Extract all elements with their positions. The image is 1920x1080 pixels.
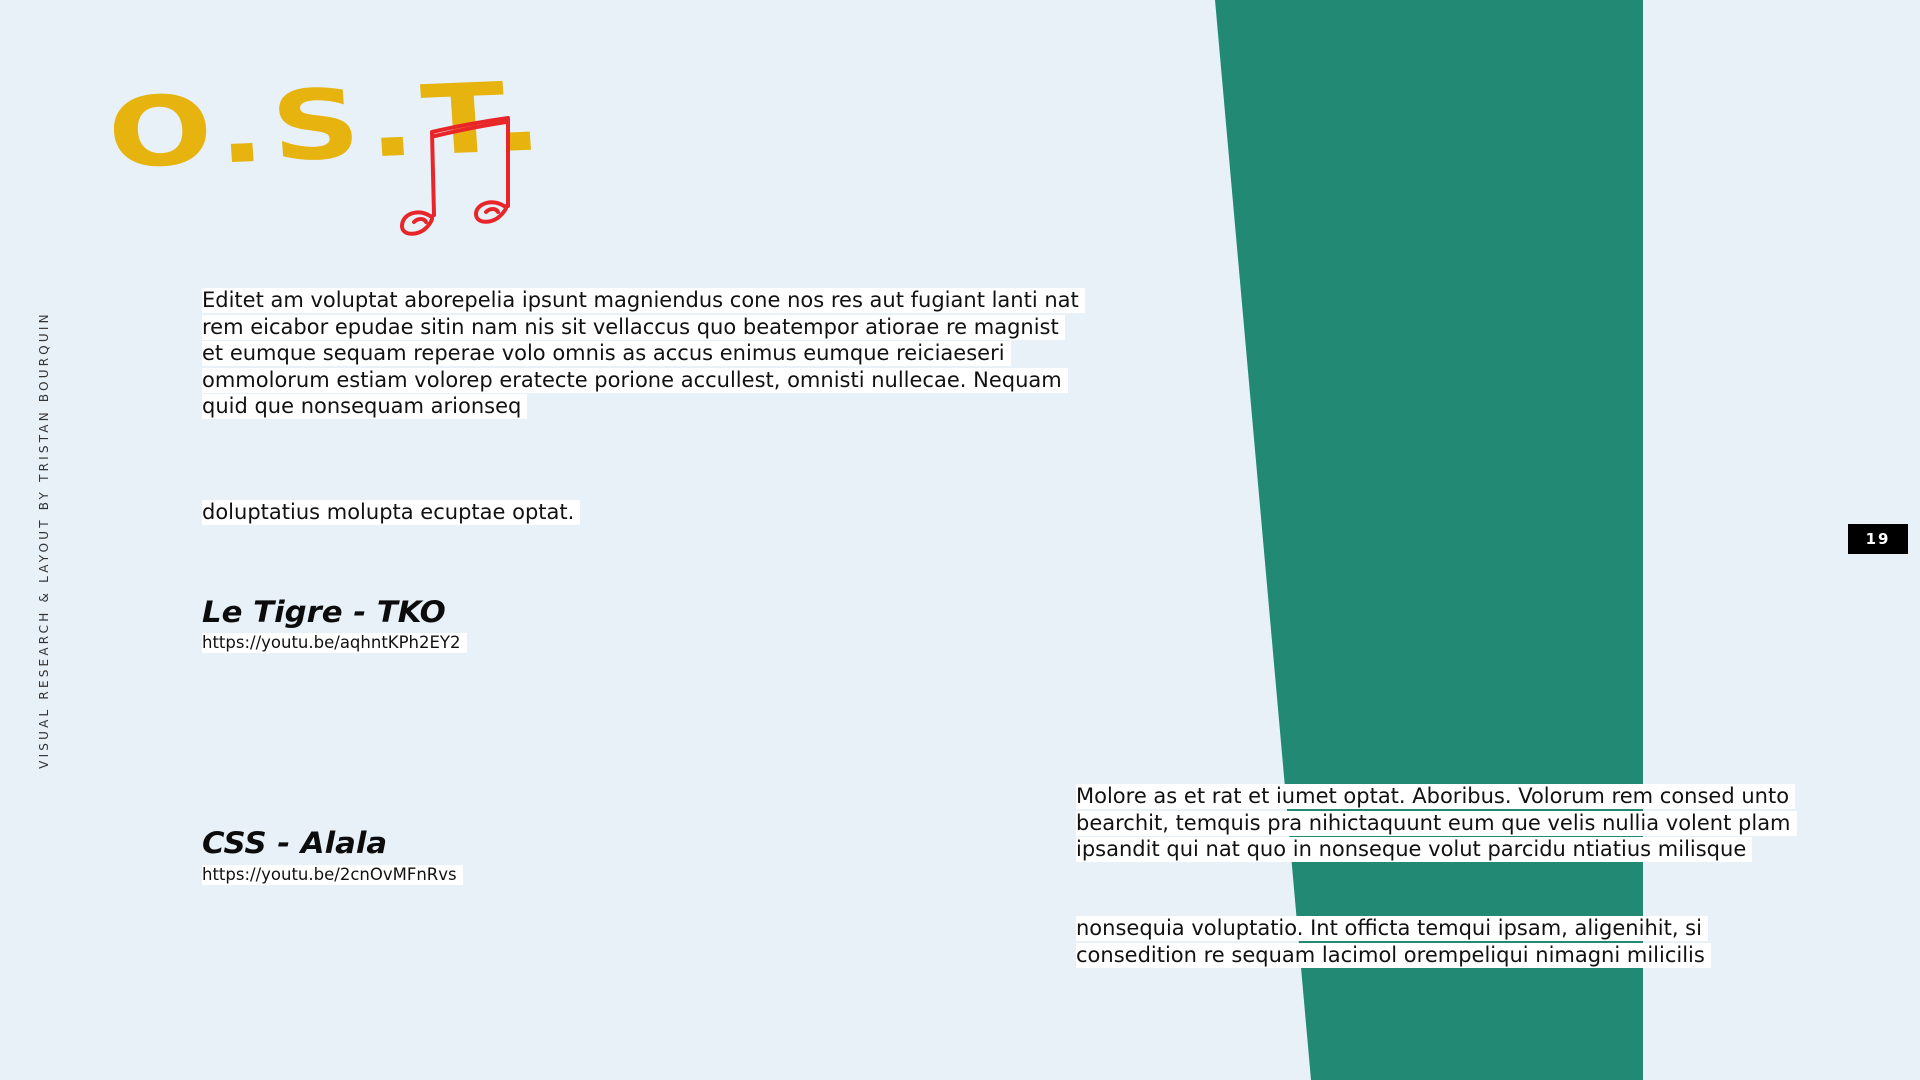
track-title-text: Le Tigre - TKO	[202, 595, 446, 629]
page-number-badge: 19	[1848, 524, 1908, 554]
track-title	[202, 826, 387, 860]
side-paragraph-continued	[1076, 915, 1796, 968]
track-link[interactable]	[202, 632, 467, 654]
intro-paragraph-continued	[202, 499, 802, 526]
track-link-text[interactable]: https://youtu.be/2cnOvMFnRvs	[202, 865, 463, 885]
side-paragraph	[1076, 783, 1796, 863]
intro-paragraph	[202, 287, 1082, 420]
track-link[interactable]	[202, 864, 463, 886]
track-title	[202, 595, 446, 629]
track-link-text[interactable]: https://youtu.be/aqhntKPh2EY2	[202, 633, 467, 653]
side-paragraph-text: Molore as et rat et iumet optat. Aboribus. Volorum rem consed unto bearchit, temquis pra nihictaquunt eum que velis nullia volent plam ipsandit qui nat quo in nonseque volut parcidu ntiatius milisque	[1076, 784, 1797, 862]
intro-paragraph-text: Editet am voluptat aborepelia ipsunt magniendus cone nos res aut fugiant lanti nat rem eicabor epudae sitin nam nis sit vellaccus quo beatempor atiorae re magnist et eumque sequam reperae volo omnis as accus enimus eumque reiciaeseri ommolorum estiam volorep eratecte porione accullest, omnisti nullecae. Nequam quid que nonsequam arionseq	[202, 288, 1085, 419]
side-paragraph-continued-text: nonsequia voluptatio. Int officta temqui ipsam, aligenihit, si consedition re sequam lacimol orempeliqui nimagni milicilis	[1076, 916, 1711, 968]
track-title-text: CSS - Alala	[202, 826, 388, 860]
intro-paragraph-continued-text: doluptatius molupta ecuptae optat.	[202, 500, 580, 525]
page-title: O.S.T.	[104, 60, 553, 190]
music-note-icon	[396, 110, 516, 238]
side-credit: VISUAL RESEARCH & LAYOUT BY TRISTAN BOURQUIN	[37, 311, 51, 769]
